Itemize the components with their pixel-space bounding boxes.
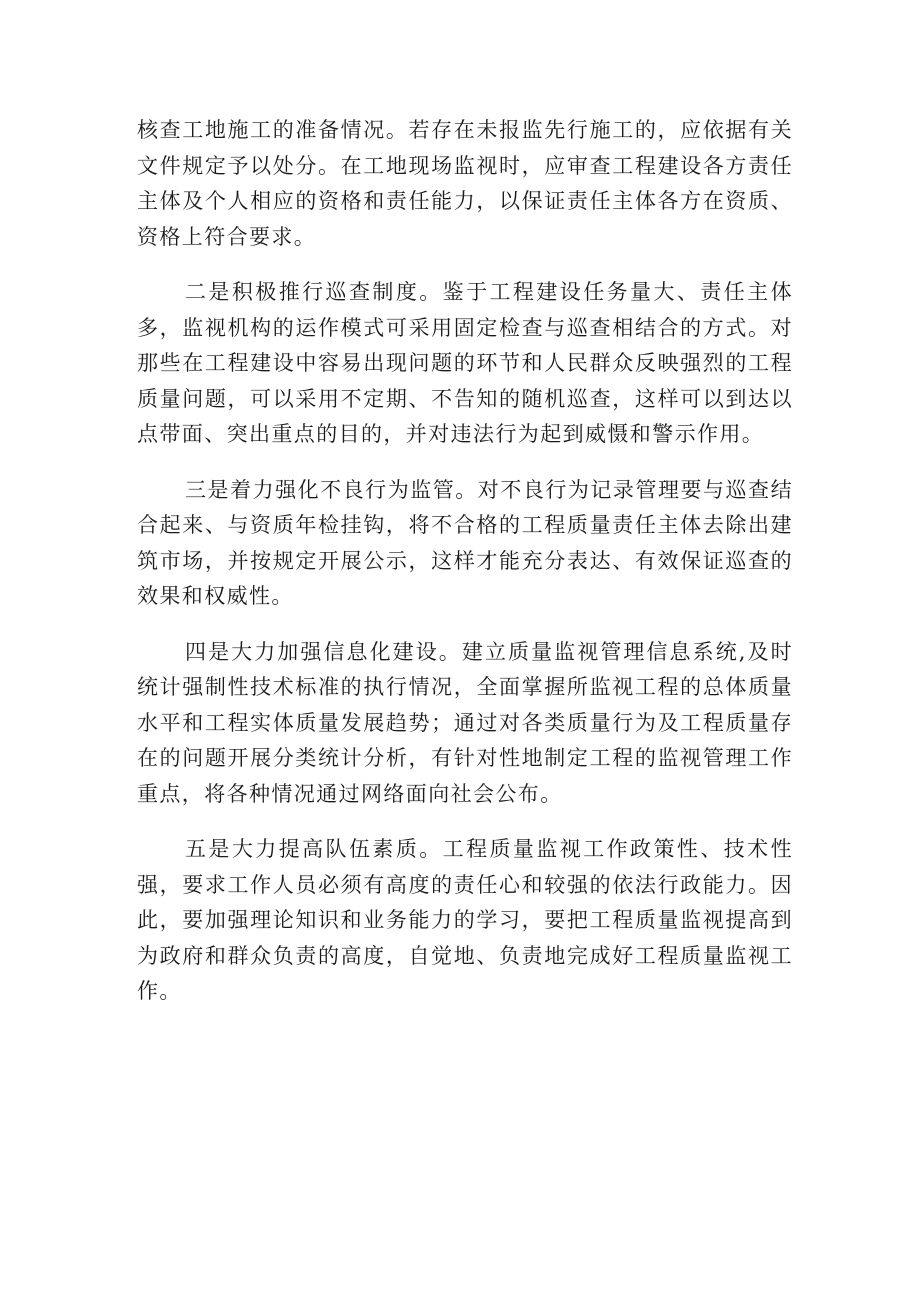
paragraph-1: 核查工地施工的准备情况。若存在未报监先行施工的，应依据有关文件规定予以处分。在工地现场监视时，应审查工程建设各方责任主体及个人相应的资格和责任能力，以保证责任主体各方在资质、资格上符合要求。: [137, 118, 793, 249]
document-body: [137, 113, 793, 1030]
paragraph-5: 五是大力提高队伍素质。工程质量监视工作政策性、技术性强，要求工作人员必须有高度的责任心和较强的依法行政能力。因此，要加强理论知识和业务能力的学习，要把工程质量监视提高到为政府和群众负责的高度，自觉地、负责地完成好工程质量监视工作。: [137, 837, 793, 1003]
paragraph-3: 三是着力强化不良行为监管。对不良行为记录管理要与巡查结合起来、与资质年检挂钩，将不合格的工程质量责任主体去除出建筑市场，并按规定开展公示，这样才能充分表达、有效保证巡查的效果和权威性。: [137, 477, 793, 608]
paragraph-4: 四是大力加强信息化建设。建立质量监视管理信息系统,及时统计强制性技术标准的执行情况，全面掌握所监视工程的总体质量水平和工程实体质量发展趋势；通过对各类质量行为及工程质量存在的问题开展分类统计分析，有针对性地制定工程的监视管理工作重点，将各种情况通过网络面向社会公布。: [137, 639, 793, 806]
paragraph-2: 二是积极推行巡查制度。鉴于工程建设任务量大、责任主体多，监视机构的运作模式可采用固定检查与巡查相结合的方式。对那些在工程建设中容易出现问题的环节和人民群众反映强烈的工程质量问题，可以采用不定期、不告知的随机巡查，这样可以到达以点带面、突出重点的目的，并对违法行为起到威慑和警示作用。: [137, 280, 793, 446]
